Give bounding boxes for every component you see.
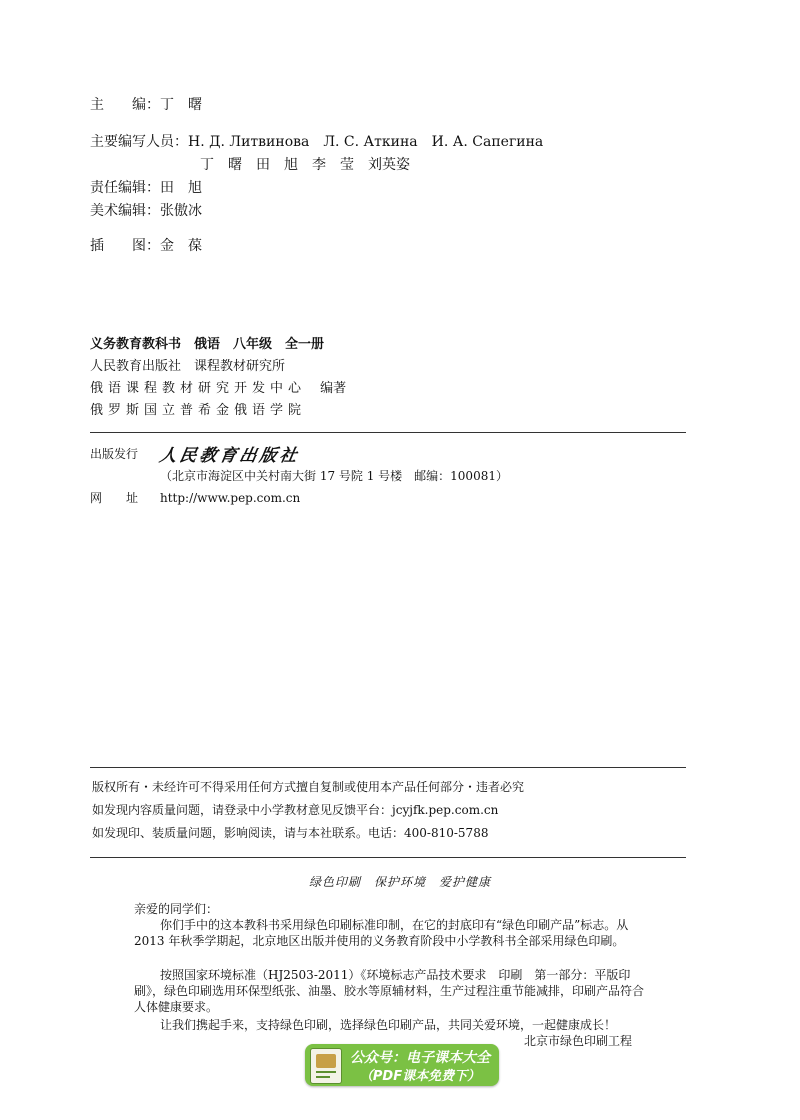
copyright-notice: 版权所有・未经许可不得采用任何方式擅自复制或使用本产品任何部分・违者必究 [92,780,525,794]
green-printing-slogan: 绿色印刷 保护环境 爱护健康 [308,875,491,889]
publisher-address: （北京市海淀区中关村南大街 17 号院 1 号楼 邮编：100081） [160,469,508,483]
website-url: http://www.pep.com.cn [160,491,301,505]
illustration-row [90,237,202,255]
responsible-editor-name: 田 旭 [160,180,202,196]
divider [90,857,686,858]
responsible-editor-row [90,179,202,197]
art-editor-name: 张傲冰 [160,203,202,219]
green-printing-paragraph-1: 你们手中的这本教科书采用绿色印刷标准印制，在它的封底印有“绿色印刷产品”标志。从 2013 年秋季学期起，北京地区出版并使用的义务教育阶段中小学教科书全部采用绿色印刷。 [134,918,629,948]
book-org-pep: 人民教育出版社 课程教材研究所 [90,359,286,374]
illustration-name: 金 葆 [160,238,202,254]
main-authors-label: 主要编写人员： [90,134,188,150]
author-role: 编著 [320,381,347,396]
greeting: 亲爱的同学们： [134,902,219,916]
feedback-notice: 如发现内容质量问题，请登录中小学教材意见反馈平台：jcyjfk.pep.com.cn [92,803,499,817]
contact-notice: 如发现印、装质量问题，影响阅读，请与本社联系。电话：400-810-5788 [92,826,489,840]
art-editor-row [90,202,202,220]
main-authors-russian: Н. Д. Литвинова Л. С. Аткина И. А. Сапегина [188,134,544,150]
publisher-label: 出版发行 [90,447,139,461]
chief-editor-name: 丁 曙 [160,97,202,113]
art-editor-label: 美术编辑： [90,203,160,219]
russian-center-name: 俄语课程教材研究开发中心 [90,381,307,396]
book-title: 义务教育教科书 俄语 八年级 全一册 [90,337,325,352]
illustration-label: 插 图： [90,238,160,254]
main-authors-row [90,133,543,151]
divider [90,767,686,768]
green-printing-paragraph-3: 让我们携起手来，支持绿色印刷，选择绿色印刷产品，共同关爱环境，一起健康成长！ [160,1018,617,1032]
chief-editor-label: 主 编： [90,97,160,113]
green-printing-paragraph-2: 按照国家环境标准（HJ2503-2011）《环境标志产品技术要求 印刷 第一部分：平版印刷》，绿色印刷选用环保型纸张、油墨、胶水等原辅材料，生产过程注重节能减排，印刷产品符合人体健康要求。 [134,968,645,1014]
watermark-badge [305,1044,499,1086]
chief-editor-row [90,96,202,114]
publisher-logo-text: 人民教育出版社 [157,446,302,466]
watermark-line-2: （PDF课本免费下） [359,1069,481,1084]
watermark-line-1: 公众号：电子课本大全 [350,1050,490,1066]
website-label: 网 址 [90,491,139,505]
book-org-pushkin-institute: 俄罗斯国立普希金俄语学院 [90,403,307,418]
divider [90,432,686,433]
main-authors-chinese: 丁 曙 田 旭 李 莹 刘英姿 [200,157,410,173]
book-icon [310,1048,342,1084]
responsible-editor-label: 责任编辑： [90,180,160,196]
book-org-russian-center [90,380,346,397]
signature: 北京市绿色印刷工程 [524,1034,633,1048]
